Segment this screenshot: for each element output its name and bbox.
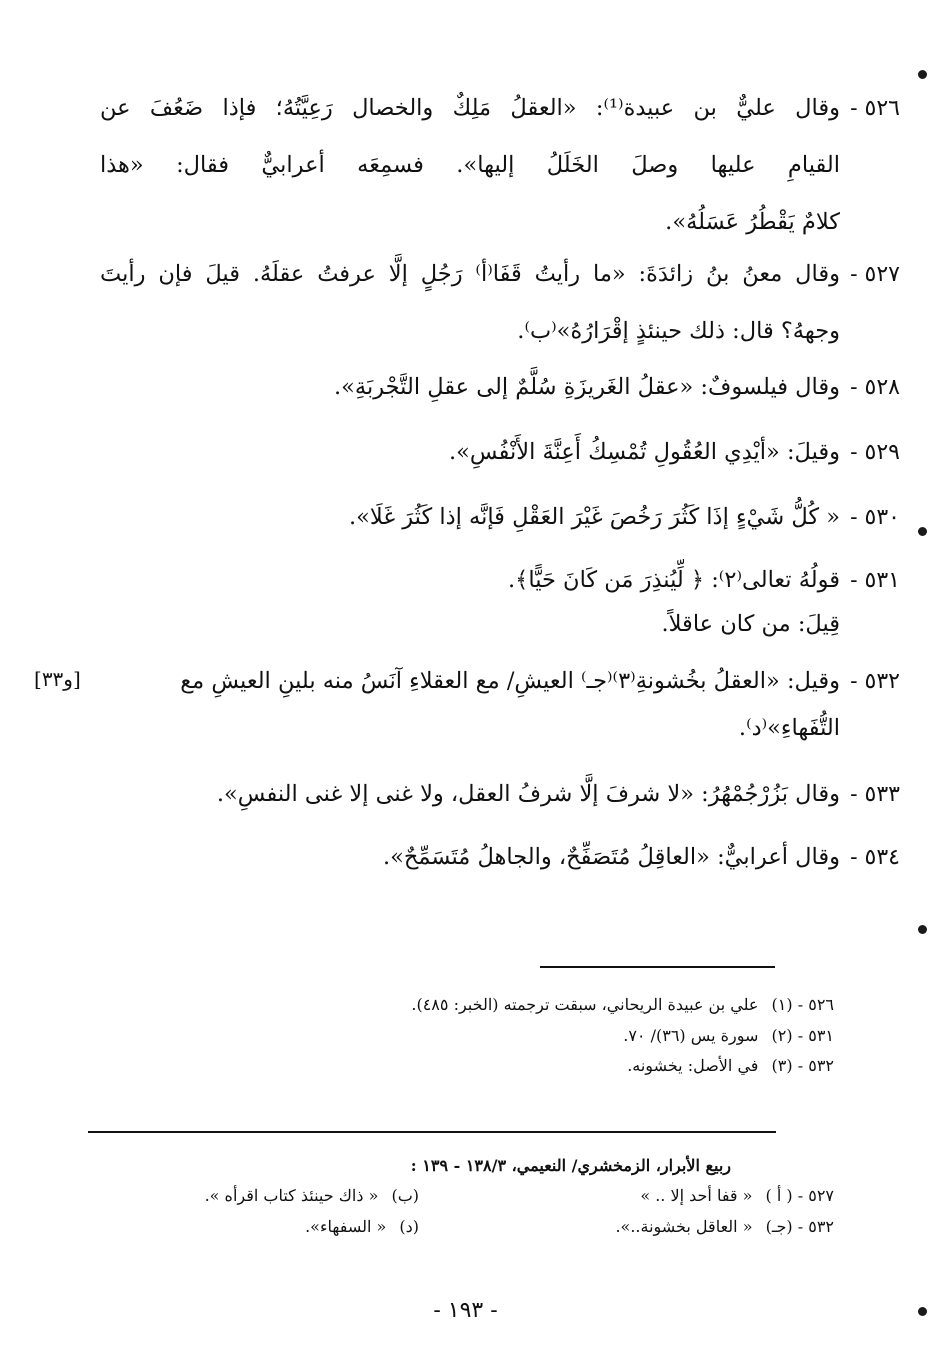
variant-text: « السفهاء». — [305, 1217, 387, 1236]
entry-line: التُّفَهاءِ»⁽د⁾. — [738, 715, 840, 741]
entry-line: القيامِ عليها وصلَ الخَلَلُ إليها». فسمِعَه أعرابيٌّ فقال: «هذا — [100, 152, 840, 178]
entry-number: ٥٣٢ - — [850, 669, 900, 694]
entry-line: وقيل: «العقلُ بخُشونةِ⁽٣⁾⁽جـ⁾ العيشِ/ مع العقلاءِ آنَسُ منه بلينِ العيشِ مع — [180, 668, 840, 694]
margin-dot — [918, 925, 927, 934]
variant-ref: (د) — [399, 1217, 419, 1236]
entry-number: ٥٢٧ - — [850, 262, 900, 287]
variants-separator — [88, 1131, 776, 1133]
entry-line: وقال عليٌّ بن عبيدة⁽¹⁾: «العقلُ مَلِكٌ والخصال رَعِيَّتُهُ؛ فإذا ضَعُفَ عن — [100, 95, 841, 121]
footnote-ref: ٥٣١ - (٢) — [771, 1026, 834, 1045]
entry-526 — [100, 80, 900, 251]
entry-529 — [100, 424, 900, 481]
variant-row — [615, 1217, 834, 1236]
margin-dot — [918, 70, 927, 79]
variant-row — [305, 1217, 419, 1236]
variant-ref: (ب) — [391, 1186, 419, 1205]
footnote-ref: ٥٣٢ - (٣) — [771, 1056, 834, 1075]
footnote — [627, 1056, 834, 1075]
entry-number: ٥٢٩ - — [850, 440, 900, 465]
entry-532 — [100, 653, 900, 757]
variants-title: ربيع الأبرار، الزمخشري/ النعيمي، ١٣٨/٣ - ١٣٩ : — [410, 1156, 731, 1175]
entry-533 — [100, 766, 900, 823]
entry-527 — [100, 246, 900, 360]
footnote-ref: ٥٢٦ - (١) — [771, 995, 834, 1014]
entry-line: وقال معنُ بنُ زائدَةَ: «ما رأيتُ قَفَا⁽أ⁾ رَجُلٍ إلَّا عرفتُ عقلَهُ. قيلَ فإن رأيتَ — [100, 261, 840, 287]
footnote-text: سورة يس (٣٦)/ ٧٠. — [623, 1026, 759, 1045]
entry-line: وجههُ؟ قال: ذلك حينئذٍ إقْرَارُهُ»⁽ب⁾. — [517, 318, 840, 344]
entry-number: ٥٣٠ - — [850, 505, 900, 530]
entry-line: وقيلَ: «أيْدِي العُقُولِ تُمْسِكُ أَعِنَّةَ الأَنْفُسِ». — [449, 439, 840, 465]
entry-number: ٥٣٤ - — [850, 845, 900, 870]
page-number: - ١٩٣ - — [433, 1298, 498, 1323]
margin-dot — [918, 527, 927, 536]
entry-528 — [100, 359, 900, 416]
entry-531 — [100, 552, 900, 653]
entry-number: ٥٢٦ - — [850, 96, 900, 121]
entry-line: وقال بَزُرْجُمْهُرُ: «لا شرفَ إلَّا شرفُ العقل، ولا غنى إلا غنى النفسِ». — [216, 781, 840, 807]
variant-ref: ٥٣٢ - (جـ) — [765, 1217, 834, 1236]
footnote-text: علي بن عبيدة الريحاني، سبقت ترجمته (الخبر: ٤٨٥). — [411, 995, 759, 1014]
footnote-text: في الأصل: يخشونه. — [627, 1056, 759, 1075]
footnote — [623, 1026, 834, 1045]
entry-line: كلامٌ يَقْطُرُ عَسَلُهُ». — [665, 209, 840, 235]
entry-line: قولُهُ تعالى⁽٢⁾: ﴿ لِّيُنذِرَ مَن كَانَ حَيًّا﴾. — [508, 567, 840, 593]
footnote-separator — [540, 966, 775, 968]
variant-row — [205, 1186, 419, 1205]
entry-534 — [100, 829, 900, 886]
variant-text: « العاقل بخشونة..». — [615, 1217, 753, 1236]
variant-row — [640, 1186, 834, 1205]
variant-text: « ذاك حينئذ كتاب اقرأه ». — [204, 1186, 379, 1205]
variant-text: « قفا أحد إلا .. » — [640, 1186, 753, 1205]
entry-number: ٥٣٣ - — [850, 782, 900, 807]
entry-530 — [100, 489, 900, 546]
entry-line: قِيلَ: من كان عاقلاً. — [661, 611, 840, 637]
entry-line: وقال فيلسوفٌ: «عقلُ الغَريزَةِ سُلَّمٌ إلى عقلِ التَّجْربَةِ». — [334, 374, 840, 400]
variant-ref: ٥٢٧ - ( أ ) — [765, 1186, 834, 1205]
entry-number: ٥٣١ - — [850, 568, 900, 593]
entry-line: « كُلُّ شَيْءٍ إذَا كَثُرَ رَخُصَ غَيْرَ العَقْلِ فَإنَّه إذا كَثُرَ غَلَا». — [349, 504, 840, 530]
entry-line: وقال أعرابيٌّ: «العاقِلُ مُتَصَفِّحٌ، والجاهلُ مُتَسَمِّحٌ». — [382, 844, 840, 870]
folio-marker: [و٣٣] — [34, 667, 81, 691]
footnote — [411, 995, 834, 1014]
entry-number: ٥٢٨ - — [850, 375, 900, 400]
